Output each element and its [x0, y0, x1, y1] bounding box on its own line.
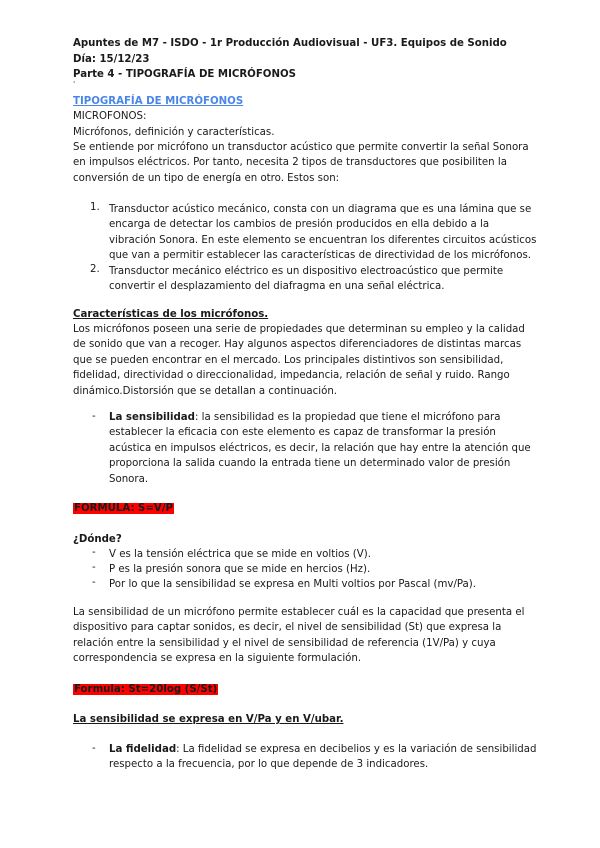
paragraph-line: de sonido que van a recoger. Hay algunos aspectos diferenciadores de distintas marcas	[73, 339, 522, 351]
paragraph-line: fidelidad, directividad o direccionalidad, impedancia, relación de señal y ruido. Rango	[73, 370, 510, 382]
paragraph-line: Se entiende por micrófono un transductor acústico que permite convertir la señal Sonora	[73, 142, 529, 153]
paragraph-line: Los micrófonos poseen una serie de propiedades que determinan su empleo y la calidad	[73, 324, 525, 335]
list-line: encarga de detectar los cambios de presión producidos en ella debido a la	[109, 219, 490, 231]
donde-item-2: P es la presión sonora que se mide en hercios (Hz).	[109, 564, 371, 575]
section1-title[interactable]: TIPOGRAFÍA DE MICRÓFONOS	[73, 96, 244, 107]
bullet-fidelidad	[109, 742, 536, 773]
bullet-dash: -	[92, 577, 96, 588]
section-title-link[interactable]	[73, 94, 243, 109]
formula2-row	[73, 682, 218, 697]
paragraph-line: dinámico.Distorsión que se detallan a continuación.	[73, 385, 338, 397]
formula2-highlight: Formula: St=20log (S/St)	[74, 684, 218, 695]
list-line: convertir el desplazamiento del diafragma en una señal eléctrica.	[109, 281, 445, 293]
bullet-dash: -	[92, 547, 96, 558]
paragraph-line: relación entre la sensibilidad y el nivel de sensibilidad de referencia (1V/Pa) y cuya	[73, 637, 496, 649]
bullet-sensibilidad	[109, 410, 531, 487]
header-date: Día: 15/12/23	[73, 54, 150, 65]
bullet-first-line	[109, 742, 536, 757]
bullet-dash: -	[92, 562, 96, 573]
section1-intro: Micrófonos, definición y características.	[73, 127, 275, 138]
stray-mark: '	[73, 80, 76, 89]
sensitivity-units: La sensibilidad se expresa en V/Pa y en V/ubar.	[73, 714, 344, 725]
section2-paragraph-2	[73, 605, 524, 667]
paragraph-line: dispositivo para captar sonidos, es decir, el nivel de sensibilidad (St) que expresa la	[73, 622, 502, 634]
paragraph-line: que se pueden encontrar en el mercado. Los principales distintivos son sensibilidad,	[73, 354, 504, 366]
section1-paragraph	[73, 140, 529, 186]
bullet-first-line	[109, 410, 531, 425]
bullet-term: La sensibilidad	[109, 412, 195, 423]
expressed-row	[73, 712, 343, 727]
bullet-dash: -	[92, 411, 96, 422]
paragraph-line: conversión de un tipo de energía en otro. Estos son:	[73, 172, 340, 184]
section2-title: Características de los micrófonos.	[73, 309, 269, 320]
donde-label: ¿Dónde?	[73, 534, 122, 545]
bullet-first-rest: : La fidelidad se expresa en decibelios y es la variación de sensibilidad	[176, 744, 537, 755]
list-number: 2.	[90, 264, 100, 275]
paragraph-line: La sensibilidad de un micrófono permite establecer cuál es la capacidad que presenta el	[73, 607, 525, 618]
list-line: que van a permitir establecer las características de directividad de los micrófonos.	[109, 250, 531, 262]
bullet-line: Sonora.	[109, 473, 149, 485]
section1-subtitle: MICROFONOS:	[73, 111, 147, 122]
bullet-line: establecer la eficacia con este elemento es capaz de transformar la presión	[109, 427, 496, 439]
bullet-line: proporciona la salida cuando la entrada tiene un determinado valor de presión	[109, 458, 511, 470]
section2-title-row	[73, 307, 268, 322]
bullet-dash: -	[92, 743, 96, 754]
section2-paragraph	[73, 322, 525, 399]
list-line: Transductor mecánico eléctrico es un dispositivo electroacústico que permite	[109, 266, 504, 277]
list-line: vibración Sonora. En este elemento se encuentran los diferentes circuitos acústicos	[109, 234, 537, 246]
list-item-2	[109, 264, 503, 295]
paragraph-line: correspondencia se expresa en la siguiente formulación.	[73, 653, 362, 665]
list-line: Transductor acústico mecánico, consta con un diagrama que es una lámina que se	[109, 204, 532, 215]
header-part: Parte 4 - TIPOGRAFÍA DE MICRÓFONOS	[73, 69, 296, 80]
paragraph-line: en impulsos eléctricos. Por tanto, necesita 2 tipos de transductores que posibiliten la	[73, 157, 507, 169]
header-course: Apuntes de M7 - ISDO - 1r Producción Audiovisual - UF3. Equipos de Sonido	[73, 38, 507, 49]
bullet-line: acústica en impulsos eléctricos, es decir, la relación que hay entre la atención que	[109, 442, 531, 454]
bullet-first-rest: : la sensibilidad es la propiedad que tiene el micrófono para	[194, 412, 501, 423]
donde-heading	[73, 532, 122, 547]
formula1-highlight: FORMULA: S=V/P	[74, 503, 174, 514]
bullet-line: respecto a la frecuencia, por lo que depende de 3 indicadores.	[109, 759, 429, 771]
donde-item-1: V es la tensión eléctrica que se mide en voltios (V).	[109, 549, 371, 560]
formula1-row	[73, 501, 174, 516]
list-number: 1.	[90, 202, 100, 213]
bullet-term: La fidelidad	[109, 744, 177, 755]
list-item-1	[109, 202, 536, 264]
donde-item-3: Por lo que la sensibilidad se expresa en Multi voltios por Pascal (mv/Pa).	[109, 579, 477, 590]
